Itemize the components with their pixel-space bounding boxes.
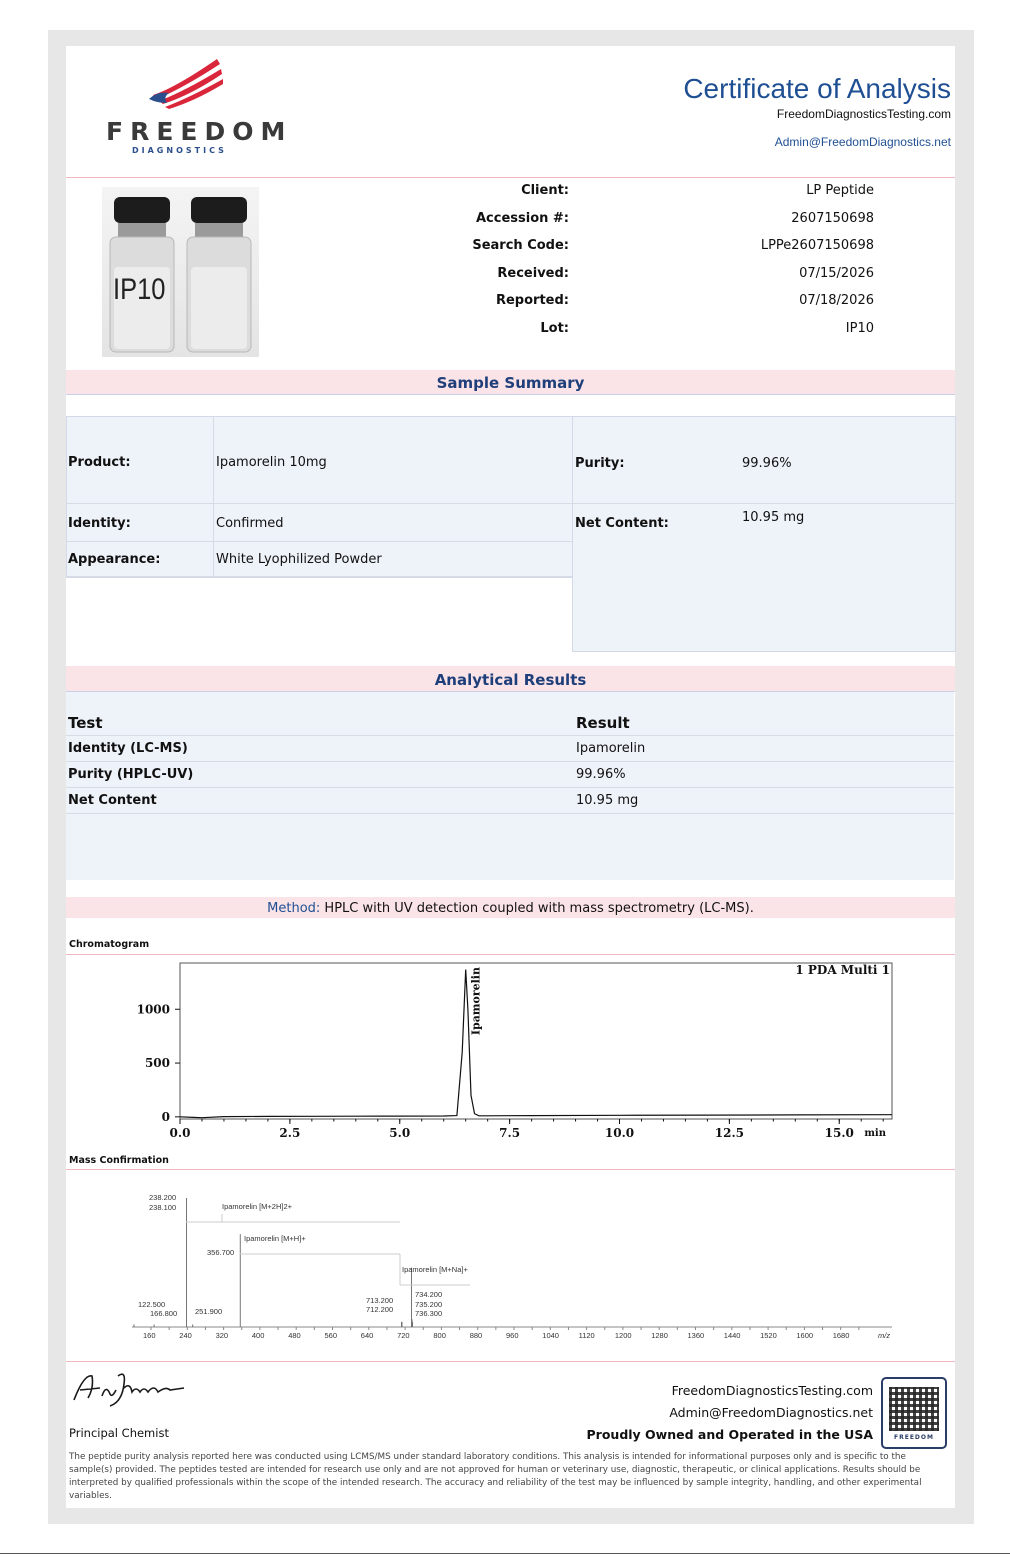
analytical-results-band	[66, 666, 955, 692]
chrom-trace-label: 1 PDA Multi 1	[795, 963, 890, 977]
purity-label: Purity:	[575, 456, 625, 471]
ms-label-122-500: 122.500	[138, 1300, 166, 1309]
ms-x-tick-label: 1040	[542, 1331, 559, 1340]
result-value: 99.96%	[576, 767, 626, 782]
client-info-label: Received:	[497, 265, 569, 281]
sample-summary-title: Sample Summary	[436, 374, 585, 392]
disclaimer: The peptide purity analysis reported here was conducted using LCMS/MS under standard laboratory conditions. This analysis is intended for informational purposes only and is specific to the sample(s) provided. The peptides tested are intended for research use only and are not approved for human or veterinary use, diagnostic, therapeutic, or clinical applications. Results should be interpreted by qualified professionals within the scope of the intended research. The accuracy and reliability of the test may be influenced by sample integrity, handling, and other experimental variables.	[69, 1452, 922, 1501]
client-info-value: 2607150698	[791, 210, 874, 226]
vial-label: IP10	[113, 273, 166, 306]
ms-x-tick-label: 1600	[796, 1331, 814, 1340]
chrom-peak-label: Ipamorelin	[469, 967, 483, 1036]
method-text: HPLC with UV detection coupled with mass spectrometry (LC-MS).	[320, 901, 754, 916]
signer-title: Principal Chemist	[69, 1426, 169, 1440]
client-info-value: 07/15/2026	[799, 265, 874, 281]
ms-label-238-200: 238.200	[149, 1193, 177, 1202]
chrom-x-tick-label: 7.5	[499, 1126, 521, 1140]
net-content-value: 10.95 mg	[742, 510, 805, 525]
client-info-value: LP Peptide	[806, 183, 874, 198]
ms-label-356-700: 356.700	[207, 1248, 235, 1257]
client-info-label: Accession #:	[475, 210, 569, 226]
brand-subtitle: DIAGNOSTICS	[132, 146, 227, 155]
ms-x-tick-label: 480	[288, 1331, 301, 1340]
chrom-x-tick-label: 15.0	[824, 1126, 854, 1140]
ms-annotation-m2h: Ipamorelin [M+2H]2+	[222, 1202, 293, 1211]
chromatogram-chart	[66, 955, 955, 1155]
product-value: Ipamorelin 10mg	[216, 455, 327, 470]
client-info-value: IP10	[845, 321, 874, 336]
product-label: Product:	[68, 455, 131, 470]
brand-name: FREEDOM	[106, 117, 293, 146]
analytical-results-title: Analytical Results	[434, 671, 587, 689]
sample-summary-band	[66, 370, 955, 395]
ms-label-251-900: 251.900	[195, 1307, 223, 1316]
result-test: Identity (LC-MS)	[68, 741, 188, 756]
chrom-y-tick-label: 0	[161, 1109, 170, 1124]
results-table	[66, 692, 954, 880]
footer-tagline: Proudly Owned and Operated in the USA	[586, 1427, 873, 1442]
ms-label-166-800: 166.800	[150, 1309, 178, 1318]
ms-annotation-mna: Ipamorelin [M+Na]+	[402, 1265, 468, 1274]
chrom-x-tick-label: 12.5	[714, 1126, 744, 1140]
client-info-label: Reported:	[495, 293, 569, 309]
appearance-value: White Lyophilized Powder	[216, 552, 382, 567]
document-title: Certificate of Analysis	[683, 73, 951, 104]
client-info-label: Search Code:	[472, 238, 569, 254]
chrom-x-tick-label: 2.5	[279, 1126, 301, 1140]
eagle-logo-icon	[145, 55, 225, 110]
ms-label-735-200: 735.200	[415, 1300, 443, 1309]
client-info-value: LPPe2607150698	[760, 238, 874, 254]
ms-x-tick-label: 1440	[723, 1331, 741, 1340]
signature-icon	[70, 1368, 190, 1410]
ms-x-tick-label: 1120	[578, 1331, 595, 1340]
ms-x-tick-label: 1520	[760, 1331, 777, 1340]
product-photo	[102, 187, 259, 357]
chrom-x-tick-label: 5.0	[389, 1126, 411, 1140]
appearance-label: Appearance:	[68, 552, 161, 567]
ms-x-tick-label: 1360	[687, 1331, 705, 1340]
chromatogram-label: Chromatogram	[69, 939, 150, 950]
method-label: Method:	[267, 901, 321, 916]
chrom-y-tick-label: 1000	[136, 1002, 170, 1017]
ms-x-tick-label: 240	[179, 1331, 192, 1340]
ms-label-713-200: 713.200	[366, 1296, 394, 1305]
purity-value: 99.96%	[742, 456, 792, 471]
ms-x-tick-label: 880	[469, 1331, 483, 1340]
ms-label-736-300: 736.300	[415, 1309, 443, 1318]
client-info-label: Lot:	[540, 321, 569, 336]
qr-code-icon[interactable]: FREEDOM	[881, 1377, 947, 1449]
ms-x-tick-label: 1280	[651, 1331, 668, 1340]
header-email[interactable]: Admin@FreedomDiagnostics.net	[774, 135, 951, 149]
ms-x-unit: m/z	[878, 1331, 891, 1340]
ms-x-tick-label: 560	[324, 1331, 338, 1340]
ms-x-tick-label: 1200	[614, 1331, 632, 1340]
result-value: Ipamorelin	[576, 741, 646, 756]
header-website: FreedomDiagnosticsTesting.com	[776, 107, 951, 121]
chrom-trace	[180, 970, 892, 1118]
ms-label-238-100: 238.100	[149, 1203, 177, 1212]
header-divider	[66, 177, 955, 178]
ms-x-tick-label: 320	[215, 1331, 229, 1340]
identity-value: Confirmed	[216, 516, 284, 531]
ms-x-tick-label: 400	[251, 1331, 265, 1340]
ms-x-tick-label: 640	[360, 1331, 374, 1340]
chrom-x-tick-label: 10.0	[604, 1126, 635, 1140]
ms-label-712-200: 712.200	[366, 1305, 394, 1314]
ms-x-tick-label: 720	[397, 1331, 410, 1340]
ms-x-tick-label: 160	[143, 1331, 156, 1340]
sample-summary-right-panel	[572, 416, 956, 652]
ms-x-tick-label: 800	[433, 1331, 446, 1340]
ms-annotation-mh: Ipamorelin [M+H]+	[244, 1234, 306, 1243]
mass-confirmation-label: Mass Confirmation	[69, 1155, 169, 1166]
ms-x-tick-label: 960	[506, 1331, 519, 1340]
ms-label-734-200: 734.200	[415, 1290, 443, 1299]
client-info-label: Client:	[521, 183, 569, 198]
chrom-x-unit: min	[864, 1128, 886, 1139]
footer-email[interactable]: Admin@FreedomDiagnostics.net	[669, 1405, 873, 1420]
result-test: Purity (HPLC-UV)	[68, 767, 194, 782]
result-test: Net Content	[68, 793, 157, 808]
col-result-header: Result	[576, 714, 630, 732]
result-value: 10.95 mg	[576, 793, 639, 808]
net-content-label: Net Content:	[575, 516, 669, 531]
chrom-plot-frame	[180, 963, 892, 1119]
footer-website[interactable]: FreedomDiagnosticsTesting.com	[671, 1383, 873, 1398]
chrom-y-tick-label: 500	[144, 1056, 170, 1071]
method-band	[66, 897, 955, 918]
chrom-x-tick-label: 0.0	[169, 1126, 191, 1140]
ms-x-tick-label: 1680	[832, 1331, 850, 1340]
col-test-header: Test	[68, 714, 103, 732]
client-info-value: 07/18/2026	[799, 293, 874, 309]
identity-label: Identity:	[68, 516, 131, 531]
